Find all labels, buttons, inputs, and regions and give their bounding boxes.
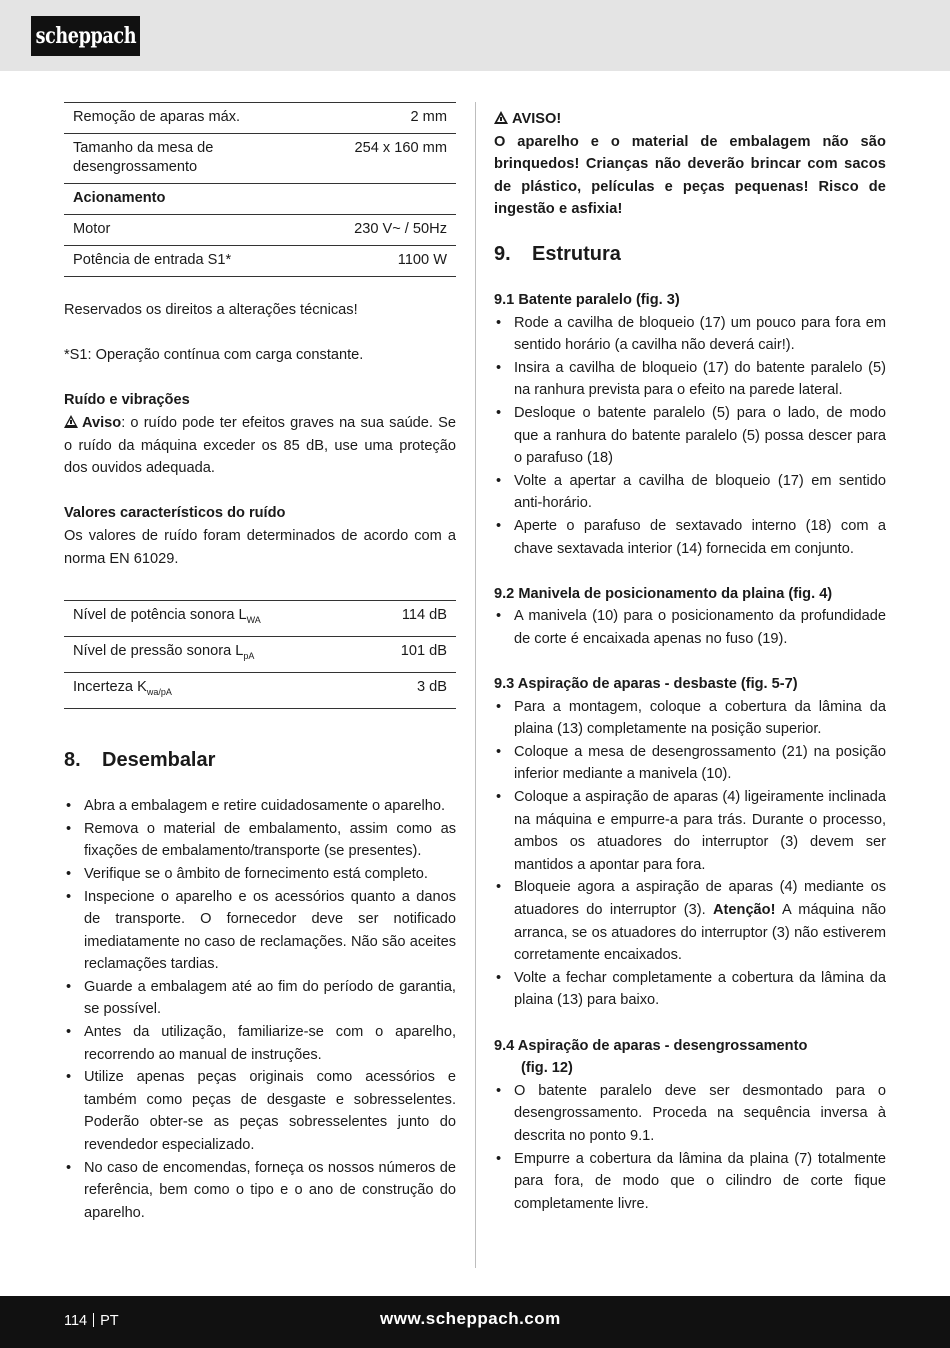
list-item: • Desloque o batente paralelo (5) para o lado, de modo que a ranhura do batente paralelo (5) possa descer para o parafuso (18) <box>494 402 886 470</box>
list-item: • O batente paralelo deve ser desmontado para o desengrossamento. Proceda na sequência inversa à descrita no ponto 9.1. <box>494 1080 886 1148</box>
noise-label-sub: pA <box>243 651 255 662</box>
spec-value: 1100 W <box>312 246 456 277</box>
scheppach-logo <box>31 16 140 56</box>
page-header <box>0 0 950 71</box>
list-item: • A manivela (10) para o posicionamento da profundidade de corte é encaixada apenas no fuso (19). <box>494 605 886 650</box>
s1-note: *S1: Operação contínua com carga constante. <box>64 347 364 364</box>
list-item: • Aperte o parafuso de sextavado interno (18) com a chave sextavada interior (14) fornecida em conjunto. <box>494 515 886 560</box>
noise-heading: Ruído e vibrações <box>64 392 190 409</box>
table-row <box>64 601 456 637</box>
subsection-9-4-list <box>494 1080 886 1216</box>
noise-label-text: Nível de pressão sonora L <box>73 643 244 660</box>
noise-table <box>64 600 456 709</box>
section-8-heading <box>64 747 456 773</box>
noise-label <box>64 601 363 637</box>
spec-label: Motor <box>64 215 312 246</box>
page-number-value: 114 <box>64 1313 88 1329</box>
subsection-9-4-heading-fig: (fig. 12) <box>521 1060 573 1077</box>
subsection-9-4-heading: 9.4 Aspiração de aparas - desengrossamento <box>494 1037 808 1054</box>
list-item: • Verifique se o âmbito de fornecimento está completo. <box>64 863 456 886</box>
table-row <box>64 215 456 246</box>
list-item: • Insira a cavilha de bloqueio (17) do batente paralelo (5) na ranhura prevista para o efeito na parede lateral. <box>494 357 886 402</box>
list-item: • Empurre a cobertura da lâmina da plaina (7) totalmente para fora, de modo que o cilindro de corte fique completamente livre. <box>494 1148 886 1216</box>
logo-text: scheppach <box>35 23 136 49</box>
spec-table <box>64 102 456 277</box>
noise-warning <box>64 412 456 480</box>
spec-value <box>312 184 456 215</box>
warning-triangle-icon <box>64 415 78 428</box>
spec-label: Tamanho da mesa de desengrossamento <box>64 134 312 184</box>
noise-warning-label: Aviso <box>82 414 122 431</box>
rights-note: Reservados os direitos a alterações técnicas! <box>64 302 358 318</box>
section-number: 8. <box>64 749 81 772</box>
list-item: • Rode a cavilha de bloqueio (17) um pouco para fora em sentido horário (a cavilha não deverá cair!). <box>494 312 886 357</box>
noise-label <box>64 637 363 673</box>
list-item: • Guarde a embalagem até ao fim do período de garantia, se possível. <box>64 976 456 1021</box>
warning-heading <box>494 108 886 131</box>
left-column <box>64 102 456 1224</box>
noise-values-heading: Valores característicos do ruído <box>64 505 286 522</box>
noise-label-sub: WA <box>246 615 261 626</box>
table-row <box>64 673 456 709</box>
noise-value: 101 dB <box>363 637 456 673</box>
subsection-9-1-list <box>494 312 886 561</box>
right-column <box>494 108 886 1215</box>
list-item: • Abra a embalagem e retire cuidadosamente o aparelho. <box>64 795 456 818</box>
warning-label: AVISO! <box>512 111 562 127</box>
spec-group-label: Acionamento <box>64 184 312 215</box>
list-item: • Remova o material de embalamento, assim como as fixações de embalamento/transporte (se presentes). <box>64 818 456 863</box>
item-text: Bloqueie agora a aspiração de aparas (4) mediante os atuadores do interruptor (3). <box>514 879 886 918</box>
list-item: • Volte a fechar completamente a cobertura da lâmina da plaina (13) para baixo. <box>494 967 886 1012</box>
website-link[interactable]: www.scheppach.com <box>380 1309 561 1328</box>
list-item: • Coloque a aspiração de aparas (4) ligeiramente inclinada na máquina e empurre-a para trás. Durante o processo, ambos os atuadores do interruptor (3) devem ser mantidos a apontar para fora. <box>494 786 886 876</box>
list-item <box>494 876 886 966</box>
spec-value: 254 x 160 mm <box>312 134 456 184</box>
column-divider <box>475 102 476 1268</box>
subsection-9-3-list <box>494 696 886 1012</box>
warning-text: O aparelho e o material de embalagem não são brinquedos! Crianças não deverão brincar com sacos de plástico, películas e peças pequenas! Risco de ingestão e asfixia! <box>494 133 886 218</box>
spec-value: 2 mm <box>312 103 456 134</box>
noise-value: 114 dB <box>363 601 456 637</box>
list-item: • Para a montagem, coloque a cobertura da lâmina da plaina (13) completamente na posição superior. <box>494 696 886 741</box>
warning-triangle-icon <box>494 111 508 124</box>
section-title: Estrutura <box>532 242 621 265</box>
list-item: • Volte a apertar a cavilha de bloqueio (17) em sentido anti-horário. <box>494 470 886 515</box>
list-item: • Utilize apenas peças originais como acessórios e também como peças de desgaste e sobresselentes. Poderão obter-se as peças sobresselentes junto do revendedor especializado. <box>64 1066 456 1156</box>
noise-label <box>64 673 363 709</box>
table-row <box>64 637 456 673</box>
table-row <box>64 246 456 277</box>
unpacking-list <box>64 795 456 1224</box>
list-item: • No caso de encomendas, forneça os nossos números de referência, bem como o tipo e o ano de construção do aparelho. <box>64 1157 456 1225</box>
subsection-9-3-heading: 9.3 Aspiração de aparas - desbaste (fig. 5-7) <box>494 676 798 693</box>
table-row <box>64 134 456 184</box>
table-row <box>64 184 456 215</box>
subsection-9-2-list <box>494 605 886 650</box>
table-row <box>64 103 456 134</box>
spec-label: Remoção de aparas máx. <box>64 103 312 134</box>
section-9-heading <box>494 241 886 267</box>
noise-value: 3 dB <box>363 673 456 709</box>
noise-label-text: Incerteza K <box>73 679 147 696</box>
item-text: A máquina não arranca, se os atuadores do interruptor (3) não estiverem corretamente encaixados. <box>514 902 887 964</box>
subsection-9-1-heading: 9.1 Batente paralelo (fig. 3) <box>494 291 680 308</box>
page-number <box>64 1311 119 1331</box>
list-item: • Inspecione o aparelho e os acessórios quanto a danos de transporte. O fornecedor deve ser notificado imediatamente no caso de reclamações. Não são aceites reclamações tardias. <box>64 886 456 976</box>
section-number: 9. <box>494 242 511 265</box>
subsection-9-2-heading: 9.2 Manivela de posicionamento da plaina (fig. 4) <box>494 585 833 602</box>
page-footer <box>0 1296 950 1348</box>
list-item: • Coloque a mesa de desengrossamento (21) na posição inferior mediante a manivela (10). <box>494 741 886 786</box>
attention-label: Atenção! <box>713 902 776 918</box>
page-separator <box>93 1313 94 1327</box>
spec-label: Potência de entrada S1* <box>64 246 312 277</box>
noise-label-text: Nível de potência sonora L <box>73 607 247 624</box>
list-item: • Antes da utilização, familiarize-se com o aparelho, recorrendo ao manual de instruções. <box>64 1021 456 1066</box>
language-code: PT <box>100 1313 119 1329</box>
noise-values-text: Os valores de ruído foram determinados de acordo com a norma EN 61029. <box>64 527 456 567</box>
section-title: Desembalar <box>102 749 216 772</box>
spec-value: 230 V~ / 50Hz <box>312 215 456 246</box>
noise-warning-text: : o ruído pode ter efeitos graves na sua saúde. Se o ruído da máquina exceder os 85 dB, use uma proteção dos ouvidos adequada. <box>64 414 456 477</box>
noise-label-sub: wa/pA <box>146 687 172 698</box>
